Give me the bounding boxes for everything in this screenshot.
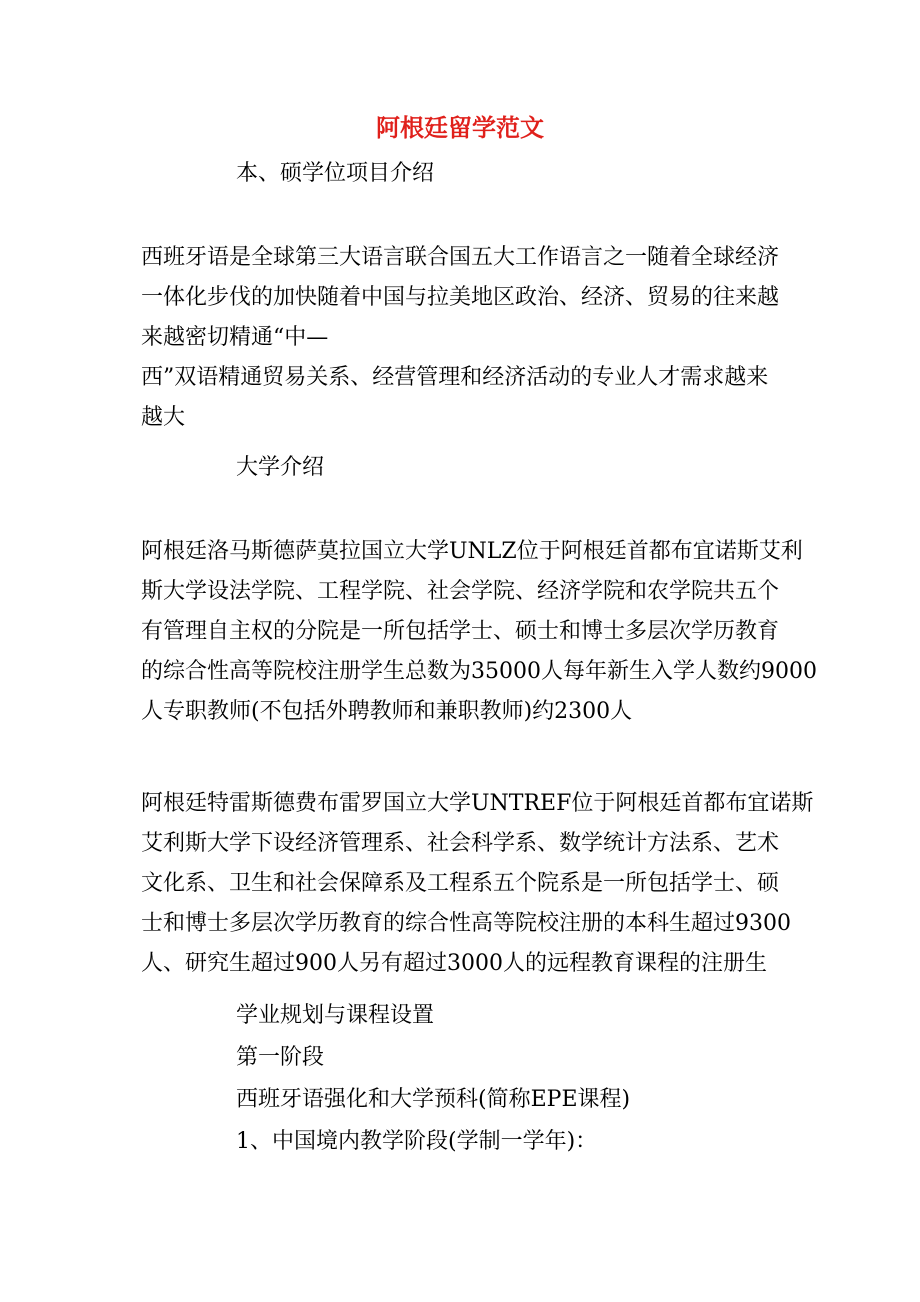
paragraph-line: 越大 <box>141 405 186 430</box>
paragraph-line: 阿根廷洛马斯德萨莫拉国立大学UNLZ位于阿根廷首都布宜诺斯艾利 <box>141 539 803 564</box>
paragraph-line: 斯大学设法学院、工程学院、社会学院、经济学院和农学院共五个 <box>141 579 780 604</box>
untref-paragraph <box>141 784 814 984</box>
university-heading: 大学介绍 <box>236 455 325 480</box>
paragraph-line: 西”双语精通贸易关系、经营管理和经济活动的专业人才需求越来 <box>141 365 769 390</box>
paragraph-line: 有管理自主权的分院是一所包括学士、硕士和博士多层次学历教育 <box>141 619 780 644</box>
domestic-heading: 1、中国境内教学阶段(学制一学年)： <box>236 1129 598 1154</box>
paragraph-line: 一体化步伐的加快随着中国与拉美地区政治、经济、贸易的往来越 <box>141 285 780 310</box>
paragraph-line: 阿根廷特雷斯德费布雷罗国立大学UNTREF位于阿根廷首都布宜诺斯 <box>141 791 814 816</box>
paragraph-line: 的综合性高等院校注册学生总数为35000人每年新生入学人数约9000 <box>141 659 817 684</box>
epe-heading: 西班牙语强化和大学预科(简称EPE课程) <box>236 1087 631 1112</box>
paragraph-line: 艾利斯大学下设经济管理系、社会科学系、数学统计方法系、艺术 <box>141 831 780 856</box>
planning-heading: 学业规划与课程设置 <box>236 1003 435 1028</box>
document-title: 阿根廷留学范文 <box>376 113 544 142</box>
paragraph-line: 士和博士多层次学历教育的综合性高等院校注册的本科生超过9300 <box>141 911 791 936</box>
paragraph-line: 来越密切精通“中— <box>141 325 329 350</box>
intro-paragraph <box>141 238 781 438</box>
paragraph-line: 西班牙语是全球第三大语言联合国五大工作语言之一随着全球经济 <box>141 245 780 270</box>
paragraph-line: 人、研究生超过900人另有超过3000人的远程教育课程的注册生 <box>141 951 767 976</box>
unlz-paragraph <box>141 532 817 732</box>
intro-heading: 本、硕学位项目介绍 <box>236 161 435 186</box>
paragraph-line: 文化系、卫生和社会保障系及工程系五个院系是一所包括学士、硕 <box>141 871 780 896</box>
paragraph-line: 人专职教师(不包括外聘教师和兼职教师)约2300人 <box>141 699 633 724</box>
stage-heading: 第一阶段 <box>236 1045 325 1070</box>
